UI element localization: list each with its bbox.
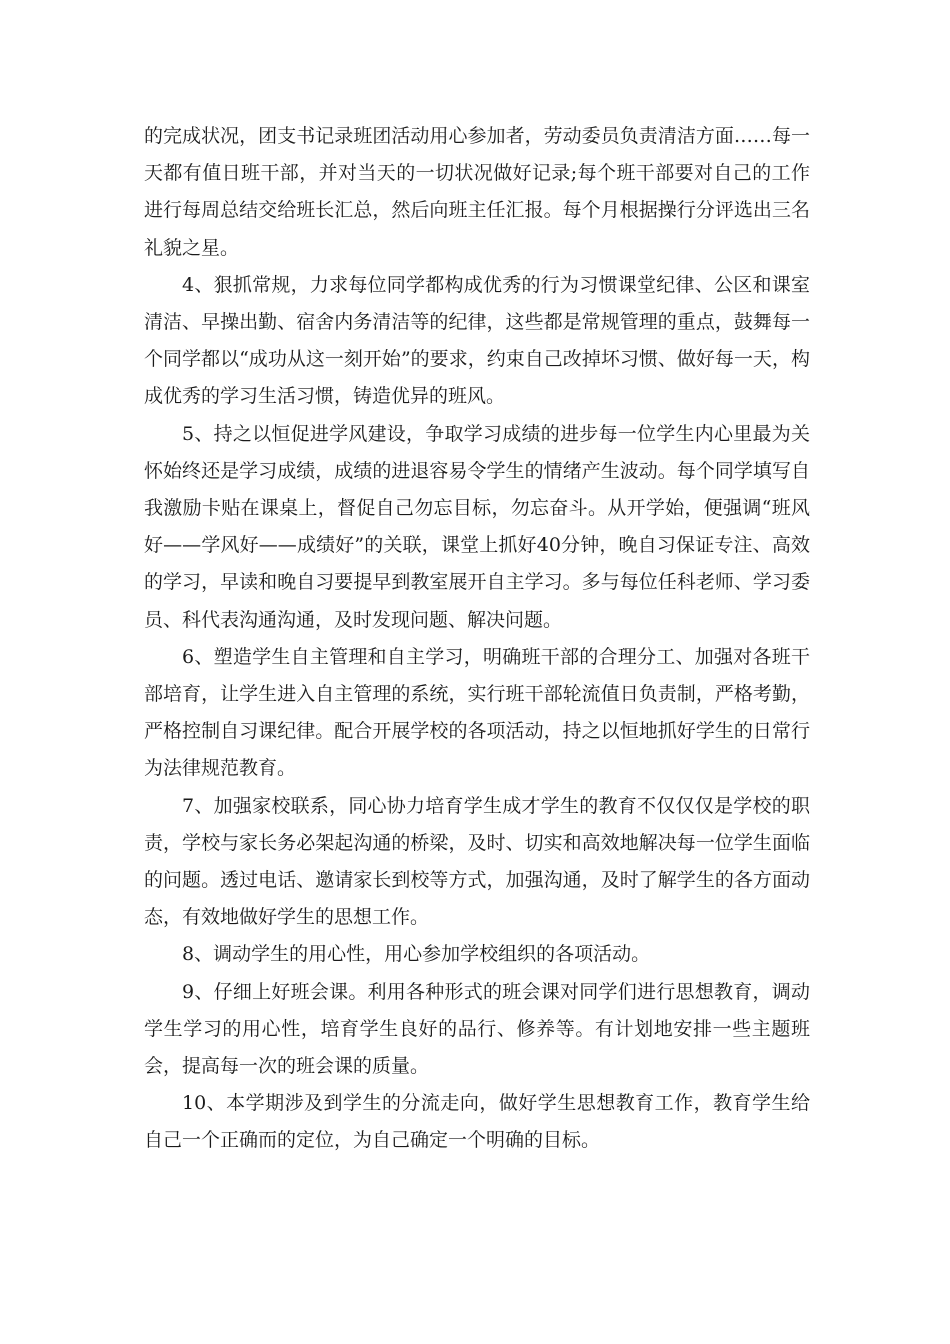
paragraph-item-9: 9、仔细上好班会课。利用各种形式的班会课对同学们进行思想教育，调动学生学习的用心性，培育学生良好的品行、修养等。有计划地安排一些主题班会，提高每一次的班会课的质量。: [144, 980, 810, 1078]
document-body: [144, 118, 810, 1160]
paragraph-continued: 的完成状况，团支书记录班团活动用心参加者，劳动委员负责清洁方面……每一天都有值日班干部，并对当天的一切状况做好记录;每个班干部要对自己的工作进行每周总结交给班长汇总，然后向班主任汇报。每个月根据操行分评选出三名礼貌之星。: [144, 125, 810, 259]
paragraph-item-4: 4、狠抓常规，力求每位同学都构成优秀的行为习惯课堂纪律、公区和课室清洁、早操出勤、宿舍内务清洁等的纪律，这些都是常规管理的重点，鼓舞每一个同学都以“成功从这一刻开始”的要求，约束自己改掉坏习惯、做好每一天，构成优秀的学习生活习惯，铸造优异的班风。: [144, 273, 810, 408]
paragraph-item-7: 7、加强家校联系，同心协力培育学生成才学生的教育不仅仅仅是学校的职责，学校与家长务必架起沟通的桥梁，及时、切实和高效地解决每一位学生面临的问题。透过电话、邀请家长到校等方式，加强沟通，及时了解学生的各方面动态，有效地做好学生的思想工作。: [144, 794, 810, 929]
paragraph-item-5: 5、持之以恒促进学风建设，争取学习成绩的进步每一位学生内心里最为关怀始终还是学习成绩，成绩的进退容易令学生的情绪产生波动。每个同学填写自我激励卡贴在课桌上，督促自己勿忘目标，勿忘奋斗。从开学始，便强调“班风好——学风好——成绩好”的关联，课堂上抓好40分钟，晚自习保证专注、高效的学习，早读和晚自习要提早到教室展开自主学习。多与每位任科老师、学习委员、科代表沟通沟通，及时发现问题、解决问题。: [144, 422, 810, 631]
paragraph-item-6: 6、塑造学生自主管理和自主学习，明确班干部的合理分工、加强对各班干部培育，让学生进入自主管理的系统，实行班干部轮流值日负责制，严格考勤，严格控制自习课纪律。配合开展学校的各项活动，持之以恒地抓好学生的日常行为法律规范教育。: [144, 645, 810, 780]
paragraph-item-8: 8、调动学生的用心性，用心参加学校组织的各项活动。: [182, 943, 651, 966]
paragraph-item-10: 10、本学期涉及到学生的分流走向，做好学生思想教育工作，教育学生给自己一个正确而的定位，为自己确定一个明确的目标。: [144, 1092, 810, 1152]
